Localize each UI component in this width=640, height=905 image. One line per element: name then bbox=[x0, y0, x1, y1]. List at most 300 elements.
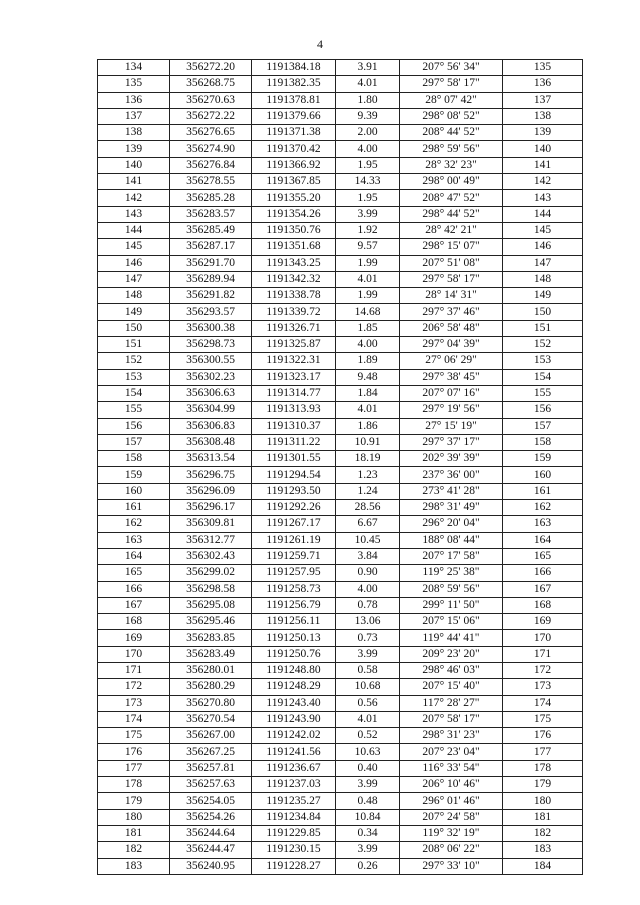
table-row bbox=[98, 614, 583, 630]
table-row bbox=[98, 206, 583, 222]
x-coordinate-cell: 356254.26 bbox=[170, 809, 252, 825]
distance-cell: 1.24 bbox=[336, 483, 400, 499]
bearing-cell: 207° 15' 06" bbox=[400, 614, 503, 630]
y-coordinate-cell: 1191293.50 bbox=[252, 483, 336, 499]
x-coordinate-cell: 356240.95 bbox=[170, 858, 252, 874]
point-from-cell: 173 bbox=[98, 695, 170, 711]
y-coordinate-cell: 1191325.87 bbox=[252, 337, 336, 353]
x-coordinate-cell: 356283.57 bbox=[170, 206, 252, 222]
point-from-cell: 152 bbox=[98, 353, 170, 369]
point-from-cell: 161 bbox=[98, 500, 170, 516]
point-to-cell: 184 bbox=[503, 858, 583, 874]
bearing-cell: 208° 59' 56" bbox=[400, 581, 503, 597]
distance-cell: 0.78 bbox=[336, 597, 400, 613]
bearing-cell: 207° 56' 34" bbox=[400, 60, 503, 76]
y-coordinate-cell: 1191241.56 bbox=[252, 744, 336, 760]
table-row bbox=[98, 60, 583, 76]
distance-cell: 4.01 bbox=[336, 402, 400, 418]
y-coordinate-cell: 1191354.26 bbox=[252, 206, 336, 222]
x-coordinate-cell: 356295.46 bbox=[170, 614, 252, 630]
point-from-cell: 176 bbox=[98, 744, 170, 760]
point-to-cell: 166 bbox=[503, 565, 583, 581]
point-to-cell: 153 bbox=[503, 353, 583, 369]
x-coordinate-cell: 356276.84 bbox=[170, 157, 252, 173]
table-row bbox=[98, 369, 583, 385]
table-row bbox=[98, 793, 583, 809]
table-row bbox=[98, 483, 583, 499]
bearing-cell: 207° 17' 58" bbox=[400, 548, 503, 564]
x-coordinate-cell: 356274.90 bbox=[170, 141, 252, 157]
x-coordinate-cell: 356254.05 bbox=[170, 793, 252, 809]
point-to-cell: 157 bbox=[503, 418, 583, 434]
distance-cell: 14.68 bbox=[336, 304, 400, 320]
point-from-cell: 155 bbox=[98, 402, 170, 418]
point-to-cell: 147 bbox=[503, 255, 583, 271]
point-to-cell: 177 bbox=[503, 744, 583, 760]
x-coordinate-cell: 356306.63 bbox=[170, 385, 252, 401]
point-to-cell: 165 bbox=[503, 548, 583, 564]
distance-cell: 2.00 bbox=[336, 125, 400, 141]
point-to-cell: 183 bbox=[503, 842, 583, 858]
point-from-cell: 153 bbox=[98, 369, 170, 385]
table-row bbox=[98, 695, 583, 711]
bearing-cell: 207° 23' 04" bbox=[400, 744, 503, 760]
distance-cell: 1.99 bbox=[336, 255, 400, 271]
x-coordinate-cell: 356291.82 bbox=[170, 288, 252, 304]
x-coordinate-cell: 356272.20 bbox=[170, 60, 252, 76]
table-row bbox=[98, 385, 583, 401]
point-to-cell: 137 bbox=[503, 92, 583, 108]
x-coordinate-cell: 356270.63 bbox=[170, 92, 252, 108]
table-row bbox=[98, 858, 583, 874]
point-to-cell: 178 bbox=[503, 760, 583, 776]
distance-cell: 1.85 bbox=[336, 320, 400, 336]
y-coordinate-cell: 1191310.37 bbox=[252, 418, 336, 434]
point-to-cell: 173 bbox=[503, 679, 583, 695]
point-to-cell: 172 bbox=[503, 662, 583, 678]
point-from-cell: 150 bbox=[98, 320, 170, 336]
bearing-cell: 117° 28' 27" bbox=[400, 695, 503, 711]
distance-cell: 14.33 bbox=[336, 174, 400, 190]
distance-cell: 1.92 bbox=[336, 222, 400, 238]
point-from-cell: 179 bbox=[98, 793, 170, 809]
point-from-cell: 172 bbox=[98, 679, 170, 695]
table-row bbox=[98, 825, 583, 841]
y-coordinate-cell: 1191256.79 bbox=[252, 597, 336, 613]
point-to-cell: 149 bbox=[503, 288, 583, 304]
x-coordinate-cell: 356270.80 bbox=[170, 695, 252, 711]
distance-cell: 3.91 bbox=[336, 60, 400, 76]
y-coordinate-cell: 1191382.35 bbox=[252, 76, 336, 92]
distance-cell: 0.40 bbox=[336, 760, 400, 776]
table-row bbox=[98, 353, 583, 369]
bearing-cell: 237° 36' 00" bbox=[400, 467, 503, 483]
bearing-cell: 208° 47' 52" bbox=[400, 190, 503, 206]
point-from-cell: 149 bbox=[98, 304, 170, 320]
distance-cell: 9.39 bbox=[336, 108, 400, 124]
y-coordinate-cell: 1191311.22 bbox=[252, 434, 336, 450]
point-to-cell: 139 bbox=[503, 125, 583, 141]
distance-cell: 0.90 bbox=[336, 565, 400, 581]
bearing-cell: 119° 25' 38" bbox=[400, 565, 503, 581]
point-from-cell: 147 bbox=[98, 271, 170, 287]
point-to-cell: 148 bbox=[503, 271, 583, 287]
bearing-cell: 298° 08' 52" bbox=[400, 108, 503, 124]
point-to-cell: 171 bbox=[503, 646, 583, 662]
bearing-cell: 188° 08' 44" bbox=[400, 532, 503, 548]
x-coordinate-cell: 356300.55 bbox=[170, 353, 252, 369]
y-coordinate-cell: 1191230.15 bbox=[252, 842, 336, 858]
table-row bbox=[98, 597, 583, 613]
x-coordinate-cell: 356280.29 bbox=[170, 679, 252, 695]
y-coordinate-cell: 1191242.02 bbox=[252, 728, 336, 744]
distance-cell: 10.91 bbox=[336, 434, 400, 450]
distance-cell: 6.67 bbox=[336, 516, 400, 532]
bearing-cell: 28° 14' 31" bbox=[400, 288, 503, 304]
y-coordinate-cell: 1191261.19 bbox=[252, 532, 336, 548]
point-from-cell: 134 bbox=[98, 60, 170, 76]
y-coordinate-cell: 1191355.20 bbox=[252, 190, 336, 206]
bearing-cell: 207° 15' 40" bbox=[400, 679, 503, 695]
y-coordinate-cell: 1191351.68 bbox=[252, 239, 336, 255]
x-coordinate-cell: 356270.54 bbox=[170, 711, 252, 727]
bearing-cell: 208° 44' 52" bbox=[400, 125, 503, 141]
x-coordinate-cell: 356299.02 bbox=[170, 565, 252, 581]
table-row bbox=[98, 125, 583, 141]
point-from-cell: 145 bbox=[98, 239, 170, 255]
x-coordinate-cell: 356267.00 bbox=[170, 728, 252, 744]
distance-cell: 28.56 bbox=[336, 500, 400, 516]
y-coordinate-cell: 1191301.55 bbox=[252, 451, 336, 467]
point-to-cell: 142 bbox=[503, 174, 583, 190]
distance-cell: 3.99 bbox=[336, 777, 400, 793]
point-from-cell: 141 bbox=[98, 174, 170, 190]
point-to-cell: 182 bbox=[503, 825, 583, 841]
y-coordinate-cell: 1191343.25 bbox=[252, 255, 336, 271]
bearing-cell: 298° 00' 49" bbox=[400, 174, 503, 190]
table-row bbox=[98, 711, 583, 727]
x-coordinate-cell: 356268.75 bbox=[170, 76, 252, 92]
y-coordinate-cell: 1191292.26 bbox=[252, 500, 336, 516]
bearing-cell: 297° 58' 17" bbox=[400, 271, 503, 287]
point-to-cell: 144 bbox=[503, 206, 583, 222]
y-coordinate-cell: 1191236.67 bbox=[252, 760, 336, 776]
x-coordinate-cell: 356289.94 bbox=[170, 271, 252, 287]
point-from-cell: 180 bbox=[98, 809, 170, 825]
table-row bbox=[98, 92, 583, 108]
point-from-cell: 170 bbox=[98, 646, 170, 662]
distance-cell: 0.52 bbox=[336, 728, 400, 744]
point-from-cell: 183 bbox=[98, 858, 170, 874]
x-coordinate-cell: 356283.85 bbox=[170, 630, 252, 646]
bearing-cell: 297° 04' 39" bbox=[400, 337, 503, 353]
distance-cell: 0.73 bbox=[336, 630, 400, 646]
y-coordinate-cell: 1191228.27 bbox=[252, 858, 336, 874]
y-coordinate-cell: 1191248.80 bbox=[252, 662, 336, 678]
table-row bbox=[98, 646, 583, 662]
point-to-cell: 162 bbox=[503, 500, 583, 516]
point-to-cell: 179 bbox=[503, 777, 583, 793]
point-to-cell: 176 bbox=[503, 728, 583, 744]
bearing-cell: 298° 15' 07" bbox=[400, 239, 503, 255]
point-from-cell: 140 bbox=[98, 157, 170, 173]
y-coordinate-cell: 1191258.73 bbox=[252, 581, 336, 597]
point-to-cell: 135 bbox=[503, 60, 583, 76]
table-row bbox=[98, 239, 583, 255]
distance-cell: 0.34 bbox=[336, 825, 400, 841]
x-coordinate-cell: 356272.22 bbox=[170, 108, 252, 124]
point-to-cell: 161 bbox=[503, 483, 583, 499]
point-from-cell: 151 bbox=[98, 337, 170, 353]
x-coordinate-cell: 356302.43 bbox=[170, 548, 252, 564]
x-coordinate-cell: 356267.25 bbox=[170, 744, 252, 760]
point-to-cell: 163 bbox=[503, 516, 583, 532]
table-row bbox=[98, 222, 583, 238]
x-coordinate-cell: 356257.81 bbox=[170, 760, 252, 776]
table-row bbox=[98, 679, 583, 695]
y-coordinate-cell: 1191243.90 bbox=[252, 711, 336, 727]
bearing-cell: 208° 06' 22" bbox=[400, 842, 503, 858]
point-to-cell: 168 bbox=[503, 597, 583, 613]
point-from-cell: 143 bbox=[98, 206, 170, 222]
x-coordinate-cell: 356300.38 bbox=[170, 320, 252, 336]
point-from-cell: 138 bbox=[98, 125, 170, 141]
x-coordinate-cell: 356296.09 bbox=[170, 483, 252, 499]
table-row bbox=[98, 451, 583, 467]
y-coordinate-cell: 1191294.54 bbox=[252, 467, 336, 483]
point-from-cell: 154 bbox=[98, 385, 170, 401]
bearing-cell: 206° 58' 48" bbox=[400, 320, 503, 336]
distance-cell: 3.99 bbox=[336, 842, 400, 858]
table-row bbox=[98, 108, 583, 124]
bearing-cell: 206° 10' 46" bbox=[400, 777, 503, 793]
y-coordinate-cell: 1191313.93 bbox=[252, 402, 336, 418]
point-to-cell: 169 bbox=[503, 614, 583, 630]
distance-cell: 9.57 bbox=[336, 239, 400, 255]
table-row bbox=[98, 500, 583, 516]
x-coordinate-cell: 356244.64 bbox=[170, 825, 252, 841]
point-to-cell: 136 bbox=[503, 76, 583, 92]
x-coordinate-cell: 356296.75 bbox=[170, 467, 252, 483]
point-to-cell: 158 bbox=[503, 434, 583, 450]
table-row bbox=[98, 516, 583, 532]
y-coordinate-cell: 1191342.32 bbox=[252, 271, 336, 287]
point-to-cell: 180 bbox=[503, 793, 583, 809]
point-from-cell: 165 bbox=[98, 565, 170, 581]
x-coordinate-cell: 356293.57 bbox=[170, 304, 252, 320]
bearing-cell: 298° 31' 49" bbox=[400, 500, 503, 516]
distance-cell: 0.48 bbox=[336, 793, 400, 809]
coordinates-table bbox=[97, 59, 583, 875]
x-coordinate-cell: 356285.28 bbox=[170, 190, 252, 206]
distance-cell: 4.00 bbox=[336, 337, 400, 353]
y-coordinate-cell: 1191370.42 bbox=[252, 141, 336, 157]
point-from-cell: 142 bbox=[98, 190, 170, 206]
bearing-cell: 297° 38' 45" bbox=[400, 369, 503, 385]
table-row bbox=[98, 76, 583, 92]
bearing-cell: 209° 23' 20" bbox=[400, 646, 503, 662]
bearing-cell: 119° 44' 41" bbox=[400, 630, 503, 646]
table-row bbox=[98, 288, 583, 304]
bearing-cell: 119° 32' 19" bbox=[400, 825, 503, 841]
y-coordinate-cell: 1191259.71 bbox=[252, 548, 336, 564]
point-from-cell: 182 bbox=[98, 842, 170, 858]
point-from-cell: 162 bbox=[98, 516, 170, 532]
distance-cell: 4.01 bbox=[336, 711, 400, 727]
distance-cell: 0.26 bbox=[336, 858, 400, 874]
table-row bbox=[98, 548, 583, 564]
point-to-cell: 164 bbox=[503, 532, 583, 548]
y-coordinate-cell: 1191257.95 bbox=[252, 565, 336, 581]
y-coordinate-cell: 1191378.81 bbox=[252, 92, 336, 108]
distance-cell: 4.01 bbox=[336, 76, 400, 92]
point-to-cell: 143 bbox=[503, 190, 583, 206]
table-row bbox=[98, 190, 583, 206]
table-row bbox=[98, 630, 583, 646]
point-to-cell: 175 bbox=[503, 711, 583, 727]
x-coordinate-cell: 356298.73 bbox=[170, 337, 252, 353]
table-row bbox=[98, 532, 583, 548]
bearing-cell: 298° 46' 03" bbox=[400, 662, 503, 678]
x-coordinate-cell: 356308.48 bbox=[170, 434, 252, 450]
distance-cell: 1.84 bbox=[336, 385, 400, 401]
point-from-cell: 163 bbox=[98, 532, 170, 548]
y-coordinate-cell: 1191366.92 bbox=[252, 157, 336, 173]
table-row bbox=[98, 728, 583, 744]
distance-cell: 13.06 bbox=[336, 614, 400, 630]
distance-cell: 10.63 bbox=[336, 744, 400, 760]
x-coordinate-cell: 356312.77 bbox=[170, 532, 252, 548]
point-to-cell: 155 bbox=[503, 385, 583, 401]
x-coordinate-cell: 356244.47 bbox=[170, 842, 252, 858]
x-coordinate-cell: 356287.17 bbox=[170, 239, 252, 255]
bearing-cell: 297° 37' 46" bbox=[400, 304, 503, 320]
distance-cell: 1.99 bbox=[336, 288, 400, 304]
y-coordinate-cell: 1191256.11 bbox=[252, 614, 336, 630]
distance-cell: 3.84 bbox=[336, 548, 400, 564]
distance-cell: 1.89 bbox=[336, 353, 400, 369]
point-to-cell: 150 bbox=[503, 304, 583, 320]
x-coordinate-cell: 356285.49 bbox=[170, 222, 252, 238]
bearing-cell: 297° 58' 17" bbox=[400, 76, 503, 92]
point-to-cell: 170 bbox=[503, 630, 583, 646]
y-coordinate-cell: 1191384.18 bbox=[252, 60, 336, 76]
bearing-cell: 28° 07' 42" bbox=[400, 92, 503, 108]
point-to-cell: 152 bbox=[503, 337, 583, 353]
bearing-cell: 296° 20' 04" bbox=[400, 516, 503, 532]
bearing-cell: 297° 33' 10" bbox=[400, 858, 503, 874]
point-to-cell: 140 bbox=[503, 141, 583, 157]
y-coordinate-cell: 1191250.13 bbox=[252, 630, 336, 646]
point-from-cell: 136 bbox=[98, 92, 170, 108]
distance-cell: 1.95 bbox=[336, 157, 400, 173]
x-coordinate-cell: 356276.65 bbox=[170, 125, 252, 141]
point-from-cell: 178 bbox=[98, 777, 170, 793]
distance-cell: 1.86 bbox=[336, 418, 400, 434]
distance-cell: 3.99 bbox=[336, 646, 400, 662]
y-coordinate-cell: 1191322.31 bbox=[252, 353, 336, 369]
point-to-cell: 154 bbox=[503, 369, 583, 385]
table-row bbox=[98, 777, 583, 793]
bearing-cell: 27° 15' 19" bbox=[400, 418, 503, 434]
point-from-cell: 177 bbox=[98, 760, 170, 776]
point-from-cell: 166 bbox=[98, 581, 170, 597]
point-from-cell: 167 bbox=[98, 597, 170, 613]
bearing-cell: 296° 01' 46" bbox=[400, 793, 503, 809]
table-row bbox=[98, 320, 583, 336]
point-from-cell: 156 bbox=[98, 418, 170, 434]
page-number: 4 bbox=[317, 37, 323, 51]
point-from-cell: 160 bbox=[98, 483, 170, 499]
point-to-cell: 156 bbox=[503, 402, 583, 418]
x-coordinate-cell: 356291.70 bbox=[170, 255, 252, 271]
point-from-cell: 175 bbox=[98, 728, 170, 744]
y-coordinate-cell: 1191250.76 bbox=[252, 646, 336, 662]
distance-cell: 1.95 bbox=[336, 190, 400, 206]
x-coordinate-cell: 356280.01 bbox=[170, 662, 252, 678]
table-row bbox=[98, 760, 583, 776]
x-coordinate-cell: 356302.23 bbox=[170, 369, 252, 385]
point-from-cell: 137 bbox=[98, 108, 170, 124]
bearing-cell: 116° 33' 54" bbox=[400, 760, 503, 776]
table-row bbox=[98, 271, 583, 287]
distance-cell: 9.48 bbox=[336, 369, 400, 385]
bearing-cell: 28° 42' 21" bbox=[400, 222, 503, 238]
bearing-cell: 27° 06' 29" bbox=[400, 353, 503, 369]
point-to-cell: 160 bbox=[503, 467, 583, 483]
table-row bbox=[98, 467, 583, 483]
table-row bbox=[98, 337, 583, 353]
x-coordinate-cell: 356283.49 bbox=[170, 646, 252, 662]
bearing-cell: 28° 32' 23" bbox=[400, 157, 503, 173]
y-coordinate-cell: 1191243.40 bbox=[252, 695, 336, 711]
distance-cell: 1.80 bbox=[336, 92, 400, 108]
table-row bbox=[98, 304, 583, 320]
table-row bbox=[98, 255, 583, 271]
y-coordinate-cell: 1191237.03 bbox=[252, 777, 336, 793]
x-coordinate-cell: 356309.81 bbox=[170, 516, 252, 532]
distance-cell: 0.56 bbox=[336, 695, 400, 711]
point-to-cell: 146 bbox=[503, 239, 583, 255]
bearing-cell: 202° 39' 39" bbox=[400, 451, 503, 467]
point-from-cell: 181 bbox=[98, 825, 170, 841]
distance-cell: 4.01 bbox=[336, 271, 400, 287]
x-coordinate-cell: 356306.83 bbox=[170, 418, 252, 434]
y-coordinate-cell: 1191367.85 bbox=[252, 174, 336, 190]
distance-cell: 18.19 bbox=[336, 451, 400, 467]
bearing-cell: 298° 59' 56" bbox=[400, 141, 503, 157]
distance-cell: 10.45 bbox=[336, 532, 400, 548]
table-row bbox=[98, 157, 583, 173]
coordinates-table-body bbox=[98, 60, 583, 875]
y-coordinate-cell: 1191338.78 bbox=[252, 288, 336, 304]
point-from-cell: 139 bbox=[98, 141, 170, 157]
table-row bbox=[98, 581, 583, 597]
point-from-cell: 171 bbox=[98, 662, 170, 678]
point-from-cell: 148 bbox=[98, 288, 170, 304]
bearing-cell: 298° 44' 52" bbox=[400, 206, 503, 222]
table-row bbox=[98, 842, 583, 858]
table-row bbox=[98, 809, 583, 825]
distance-cell: 4.00 bbox=[336, 581, 400, 597]
x-coordinate-cell: 356313.54 bbox=[170, 451, 252, 467]
y-coordinate-cell: 1191323.17 bbox=[252, 369, 336, 385]
bearing-cell: 207° 24' 58" bbox=[400, 809, 503, 825]
point-to-cell: 141 bbox=[503, 157, 583, 173]
point-to-cell: 174 bbox=[503, 695, 583, 711]
table-row bbox=[98, 662, 583, 678]
distance-cell: 10.68 bbox=[336, 679, 400, 695]
